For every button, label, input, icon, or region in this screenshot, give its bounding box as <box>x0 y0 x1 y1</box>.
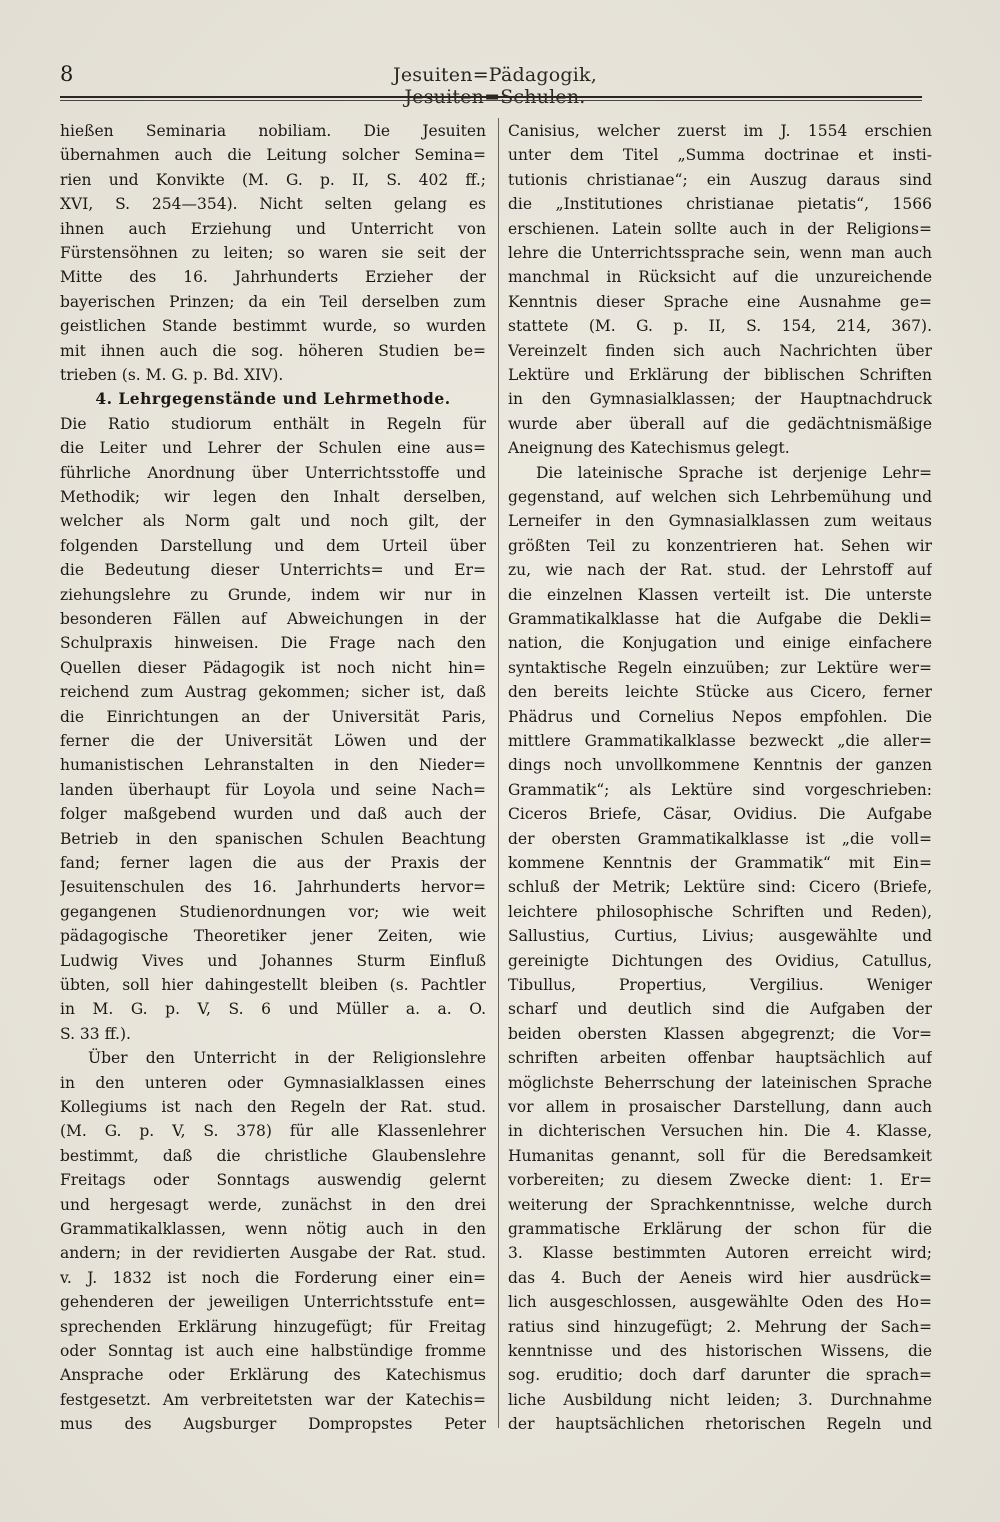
text-line: die einzelnen Klassen verteilt ist. Die unterste <box>508 585 932 604</box>
text-line: mus des Augsburger Dompropstes Peter <box>60 1415 486 1434</box>
text-line: Mitte des 16. Jahrhunderts Erzieher der <box>60 268 486 287</box>
left-column <box>60 118 486 1438</box>
text-line: Sallustius, Curtius, Livius; ausgewählte und <box>508 927 932 946</box>
text-line: Phädrus und Cornelius Nepos empfohlen. Die <box>508 707 932 726</box>
text-line: stattete (M. G. p. II, S. 154, 214, 367). <box>508 317 932 336</box>
text-line: ihnen auch Erziehung und Unterricht von <box>60 219 486 238</box>
text-line: die Leiter und Lehrer der Schulen eine aus= <box>60 439 486 458</box>
text-line: übernahmen auch die Leitung solcher Semina= <box>60 146 486 165</box>
text-line: Canisius, welcher zuerst im J. 1554 erschien <box>508 122 932 140</box>
text-line: gegenstand, auf welchen sich Lehrbemühung und <box>508 488 932 506</box>
text-line: landen überhaupt für Loyola und seine Nach= <box>60 780 486 799</box>
text-line: schluß der Metrik; Lektüre sind: Cicero (Briefe, <box>508 878 932 897</box>
text-line: der obersten Grammatikalklasse ist „die voll= <box>508 829 932 848</box>
text-line: Fürstensöhnen zu leiten; so waren sie seit der <box>60 244 486 262</box>
text-line: Grammatikalklassen, wenn nötig auch in den <box>60 1220 486 1238</box>
text-line: lich ausgeschlossen, ausgewählte Oden des Ho= <box>508 1293 932 1312</box>
text-line: Ansprache oder Erklärung des Katechismus <box>60 1366 486 1385</box>
column-divider <box>498 118 499 1428</box>
text-line: nation, die Konjugation und einige einfachere <box>508 634 932 653</box>
text-line: Die lateinische Sprache ist derjenige Lehr= <box>536 463 932 482</box>
text-line: XVI, S. 254—354). Nicht selten gelang es <box>60 195 486 214</box>
text-line: Schulpraxis hinweisen. Die Frage nach den <box>60 634 486 653</box>
text-line: Freitags oder Sonntags auswendig gelernt <box>60 1171 486 1190</box>
text-line: schriften arbeiten offenbar hauptsächlich auf <box>508 1049 932 1068</box>
text-line: ratius sind hinzugefügt; 2. Mehrung der Sach= <box>508 1317 932 1336</box>
text-line: liche Ausbildung nicht leiden; 3. Durchnahme <box>508 1390 932 1409</box>
text-line: beiden obersten Klassen abgegrenzt; die Vor= <box>508 1024 932 1043</box>
text-line: wurde aber überall auf die gedächtnismäßige <box>508 414 932 433</box>
text-line: Lerneifer in den Gymnasialklassen zum weitaus <box>508 512 932 531</box>
text-line: kommene Kenntnis der Grammatik“ mit Ein= <box>508 854 932 872</box>
text-line: Betrieb in den spanischen Schulen Beachtung <box>60 829 486 848</box>
text-line: gehenderen der jeweiligen Unterrichtsstufe ent= <box>60 1293 486 1312</box>
text-line: weiterung der Sprachkenntnisse, welche durch <box>508 1195 932 1214</box>
text-line: manchmal in Rücksicht auf die unzureichende <box>508 268 932 287</box>
text-line: Grammatik“; als Lektüre sind vorgeschrieben: <box>508 780 932 799</box>
text-line: syntaktische Regeln einzuüben; zur Lektüre wer= <box>508 658 932 677</box>
text-line: Kenntnis dieser Sprache eine Ausnahme ge= <box>508 292 932 311</box>
text-line: Quellen dieser Pädagogik ist noch nicht hin= <box>60 658 486 677</box>
text-line: kenntnisse und des historischen Wissens, die <box>508 1342 932 1360</box>
text-line: Über den Unterricht in der Religionslehre <box>88 1049 486 1068</box>
text-line: besonderen Fällen auf Abweichungen in der <box>60 610 486 628</box>
text-line: geistlichen Stande bestimmt wurde, so wurden <box>60 317 486 336</box>
text-line: unter dem Titel „Summa doctrinae et insti- <box>508 146 932 165</box>
text-line: Grammatikalklasse hat die Aufgabe die Dekli= <box>508 610 932 628</box>
text-line: und hergesagt werde, zunächst in den drei <box>60 1195 486 1214</box>
text-line: führliche Anordnung über Unterrichtsstoffe und <box>60 463 486 482</box>
text-line: rien und Konvikte (M. G. p. II, S. 402 ff.; <box>60 170 486 189</box>
text-line: fand; ferner lagen die aus der Praxis der <box>60 854 486 872</box>
right-column <box>508 118 932 1438</box>
text-line: reichend zum Austrag gekommen; sicher ist, daß <box>60 683 486 702</box>
text-line: die Einrichtungen an der Universität Paris, <box>60 707 486 726</box>
text-line: folger maßgebend wurden und daß auch der <box>60 805 486 824</box>
text-line: sprechenden Erklärung hinzugefügt; für Freitag <box>60 1317 486 1336</box>
text-line: ziehungslehre zu Grunde, indem wir nur in <box>60 585 486 604</box>
text-line: leichtere philosophische Schriften und Reden), <box>508 902 932 921</box>
text-line: sog. eruditio; doch darf darunter die sprach= <box>508 1366 932 1385</box>
text-line: erschienen. Latein sollte auch in der Religions= <box>508 219 932 238</box>
text-line: Ciceros Briefe, Cäsar, Ovidius. Die Aufgabe <box>508 805 932 824</box>
text-line: den bereits leichte Stücke aus Cicero, ferner <box>508 683 932 702</box>
text-line: in den unteren oder Gymnasialklassen eines <box>60 1073 486 1092</box>
text-line: Lektüre und Erklärung der biblischen Schriften <box>508 366 932 384</box>
text-line: 3. Klasse bestimmten Autoren erreicht wird; <box>508 1244 932 1263</box>
text-line: Tibullus, Propertius, Vergilius. Weniger <box>508 976 932 994</box>
text-line: Vereinzelt finden sich auch Nachrichten über <box>508 341 932 360</box>
text-line: zu, wie nach der Rat. stud. der Lehrstoff auf <box>508 561 932 580</box>
text-line: bayerischen Prinzen; da ein Teil derselben zum <box>60 292 486 311</box>
text-line: mittlere Grammatikalklasse bezweckt „die aller= <box>508 732 932 750</box>
text-line: Aneignung des Katechismus gelegt. <box>508 439 790 458</box>
text-line: trieben (s. M. G. p. Bd. XIV). <box>60 366 284 384</box>
text-line: folgenden Darstellung und dem Urteil über <box>60 536 486 555</box>
text-line: mit ihnen auch die sog. höheren Studien be= <box>60 341 486 360</box>
text-line: andern; in der revidierten Ausgabe der Rat. stud. <box>60 1244 486 1263</box>
text-line: Methodik; wir legen den Inhalt derselben, <box>60 488 486 506</box>
text-line: Humanitas genannt, soll für die Beredsamkeit <box>508 1146 932 1165</box>
text-line: in den Gymnasialklassen; der Hauptnachdruck <box>508 390 932 409</box>
text-line: tutionis christianae“; ein Auszug daraus sind <box>508 170 932 189</box>
section-heading: 4. Lehrgegenstände und Lehrmethode. <box>95 389 451 409</box>
text-line: gereinigte Dichtungen des Ovidius, Catullus, <box>508 951 932 970</box>
text-line: hießen Seminaria nobiliam. Die Jesuiten <box>60 122 486 140</box>
running-title: Jesuiten=Pädagogik, <box>393 64 597 86</box>
text-line: in M. G. p. V, S. 6 und Müller a. a. O. <box>60 1000 486 1019</box>
text-line: Kollegiums ist nach den Regeln der Rat. stud. <box>60 1098 486 1116</box>
text-line: in dichterischen Versuchen hin. Die 4. Klasse, <box>508 1122 932 1141</box>
header-rule-thin <box>60 100 922 101</box>
text-line: das 4. Buch der Aeneis wird hier ausdrück= <box>508 1268 932 1287</box>
text-line: festgesetzt. Am verbreitetsten war der Katechis= <box>60 1390 486 1409</box>
header-rule <box>60 96 922 98</box>
text-line: lehre die Unterrichtssprache sein, wenn man auch <box>508 244 932 262</box>
text-line: gegangenen Studienordnungen vor; wie weit <box>60 902 486 921</box>
text-line: die „Institutiones christianae pietatis“, 1566 <box>508 195 932 214</box>
text-line: grammatische Erklärung der schon für die <box>508 1220 932 1238</box>
text-line: pädagogische Theoretiker jener Zeiten, wie <box>60 927 486 946</box>
text-line: (M. G. p. V, S. 378) für alle Klassenlehrer <box>60 1122 486 1141</box>
text-line: möglichste Beherrschung der lateinischen Sprache <box>508 1073 932 1092</box>
text-line: Ludwig Vives und Johannes Sturm Einfluß <box>60 951 486 970</box>
text-line: welcher als Norm galt und noch gilt, der <box>60 512 486 531</box>
text-line: scharf und deutlich sind die Aufgaben der <box>508 1000 932 1019</box>
text-line: ferner die der Universität Löwen und der <box>60 732 486 750</box>
text-line: dings noch unvollkommene Kenntnis der ganzen <box>508 756 932 775</box>
text-line: oder Sonntag ist auch eine halbstündige fromme <box>60 1342 486 1360</box>
text-line: bestimmt, daß die christliche Glaubenslehre <box>60 1146 486 1165</box>
page-number: 8 <box>60 62 74 86</box>
text-line: vor allem in prosaischer Darstellung, dann auch <box>508 1098 932 1116</box>
text-line: übten, soll hier dahingestellt bleiben (s. Pachtler <box>60 976 486 994</box>
text-line: Jesuitenschulen des 16. Jahrhunderts hervor= <box>60 878 486 897</box>
text-line: Die Ratio studiorum enthält in Regeln für <box>60 414 486 433</box>
text-line: humanistischen Lehranstalten in den Nieder= <box>60 756 486 775</box>
text-line: die Bedeutung dieser Unterrichts= und Er= <box>60 561 486 580</box>
text-line: S. 33 ff.). <box>60 1024 131 1043</box>
text-line: größten Teil zu konzentrieren hat. Sehen wir <box>508 536 932 555</box>
text-line: v. J. 1832 ist noch die Forderung einer ein= <box>60 1268 486 1287</box>
text-line: der hauptsächlichen rhetorischen Regeln und <box>508 1415 932 1434</box>
text-line: vorbereiten; zu diesem Zwecke dient: 1. Er= <box>508 1171 932 1190</box>
